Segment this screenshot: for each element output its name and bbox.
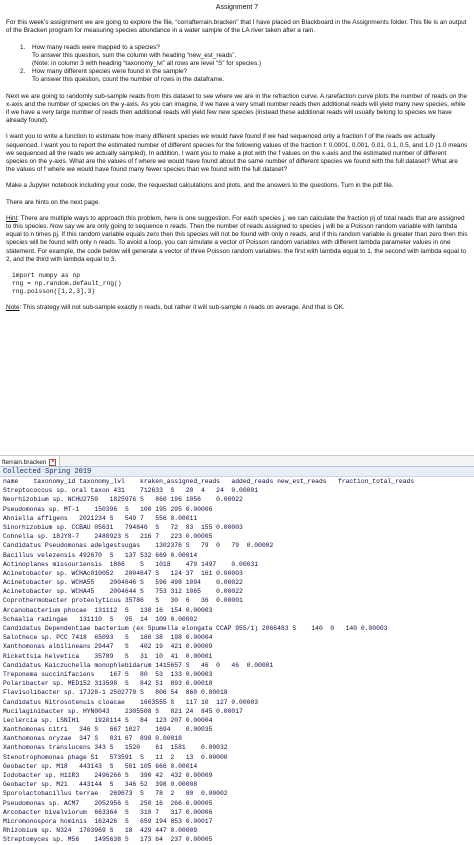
table-row: Ahniella affigens 2021234 S 549 7 556 0.00011 bbox=[3, 514, 198, 522]
table-row: Rickettsia helvetica 35789 S 31 10 41 0.00001 bbox=[3, 652, 213, 660]
table-row: Pseudomonas sp. ACM7 2052956 S 250 16 266 0.00005 bbox=[3, 799, 213, 807]
table-row: Arcanobacterium phocae 131112 S 138 16 154 0.00003 bbox=[3, 606, 213, 614]
table-row: Bacillus velezensis 492670 S 137 532 669 0.00014 bbox=[3, 551, 198, 559]
table-row: Schaalia radingae 131110 S 95 14 109 0.00002 bbox=[3, 615, 198, 623]
list-item: 1. How many reads were mapped to a species? bbox=[20, 43, 160, 51]
list-item: To answer this question, count the number of rows in the dataframe. bbox=[32, 76, 225, 84]
table-row: Sinorhizobium sp. CCBAU 05631 794846 S 72 83 155 0.00003 bbox=[3, 523, 243, 531]
table-row: Micromonospora hominis 162426 S 659 194 853 0.00017 bbox=[3, 817, 213, 825]
table-row: Acinetobacter sp. WCHAc010052 2004647 S 124 37 161 0.00003 bbox=[3, 569, 243, 577]
table-row: Sporolactobacillus terrae 269673 S 78 2 80 0.00002 bbox=[3, 790, 228, 798]
table-row: Acinetobacter sp. WCHA55 2004646 S 596 498 1094 0.00022 bbox=[3, 579, 243, 587]
file-tab-label: fterrain.bracken bbox=[2, 458, 47, 466]
function-paragraph: I want you to write a function to estimate how many different species we would have found if we had sequenced only a fraction f of the reads we actually sequenced. I want you to report the estimated number of different species for the following values of the fraction f: 0.0001, 0.001, 0.01, 0.1, 0.5, and 1.0 (1.0 means we sequenced all the reads we actually sampled). In addition, I want you to make a plot with the f values on the x-axis and the estimated number of different species on the y-axis. What are the values of f where we would have found about the same number of different species we found with the full dataset? What are the values of f where we would have found many fewer species than we found with the full dataset? bbox=[6, 133, 468, 174]
note-text: : This strategy will not sub-sample exactly n reads, but rather it will sub-sample n reads on average. And that is OK. bbox=[19, 304, 345, 312]
notebook-paragraph: Make a Jupyter notebook including your code, the requested calculations and plots, and the answers to the questions. Turn in the pdf file. bbox=[6, 182, 394, 190]
table-row: Neorhizobium sp. NCHU2750 1825976 S 860 196 1056 0.00022 bbox=[3, 496, 243, 504]
pane-header: Collected Spring 2019 bbox=[0, 467, 474, 477]
table-row: Mucilaginibacter sp. HYN0043 2305508 S 821 24 845 0.00017 bbox=[3, 707, 243, 715]
table-row: Geobacter sp. M21 443144 S 346 52 398 0.00008 bbox=[3, 781, 198, 789]
hint-label: Hint bbox=[6, 214, 18, 222]
table-header-row: name taxonomy_id taxonomy_lvl kraken_assigned_reads added_reads new_est_reads fraction_total_reads bbox=[3, 478, 415, 485]
intro-paragraph: For this week’s assignment we are going to explore the file, “corrafterrain.bracken” that I have placed on Blackboard in the Assignments folder. This file is an output of the Bracken program for measuring species abundance in a water sample of the LA river taken after a rain. bbox=[6, 19, 467, 35]
table-row: Candidatus Pseudomonas adelgestsugas 1302376 S 79 0 79 0.00002 bbox=[3, 542, 274, 550]
code-block: import numpy as np rng = np.random.default_rng() rng.poisson([1,2,3],3) bbox=[12, 272, 122, 296]
table-row: Rhizobium sp. N324 1703969 S 18 429 447 0.00009 bbox=[3, 827, 198, 835]
rarefaction-paragraph: Next we are going to randomly sub-sample reads from this dataset to see where we are in the refraction curve. A rarefaction curve plots the number of reads on the x-axis and the number of species on the y-axis. As you can imagine, if we have a very small number reads then additional reads will yield many new species, while if we have a very large number of reads then additional reads will yield few new species (instead these additional reads will usually belong to species we have already found). bbox=[6, 92, 468, 125]
table-row: Acinetobacter sp. WCHA45 2004644 S 753 312 1065 0.00022 bbox=[3, 588, 243, 596]
list-item: (Note: in column 3 with heading “taxonomy_lvl” all rows are level “S” for species.) bbox=[32, 60, 262, 68]
note-label: Note bbox=[6, 304, 20, 312]
table-row: Arcobacter bivalviorum 663364 S 310 7 317 0.00006 bbox=[3, 808, 213, 816]
table-row: Polaribacter sp. MED152 313598 S 842 51 893 0.00018 bbox=[3, 680, 213, 688]
table-row: Salothece sp. PCC 7418 65093 S 160 38 198 0.00004 bbox=[3, 634, 213, 642]
table-row: Treponema succinifaciens 167 S 80 53 133 0.00003 bbox=[3, 670, 213, 678]
hints-pointer: There are hints on the next page. bbox=[6, 198, 101, 206]
table-row: Pseudomonas sp. MT-1 150396 S 100 195 295 0.00006 bbox=[3, 505, 213, 513]
hint-paragraph bbox=[6, 215, 468, 264]
hint-text: : There are multiple ways to approach this problem, here is one suggestion. For each species j, we can calculate the fraction pj of total reads that are assigned to this species. Now say we are only going to sequence n reads. Then the number of reads assigned to species j will be a Poisson random variable with lambda equal to n times pj. If this random variable equals zero then this species will not be found with only n reads, and if this random variable is greater than zero then this species will be found with only n reads. To avoid a loop, you can simulate a vector of Poisson random variables with different lambda parameter values in one statement. For example, the code below will generate a vector of three Poisson random variables: the first with lambda equal to 1, the second with lambda equal to 2, and the third with lambda equal to 3. bbox=[6, 214, 468, 263]
table-row: Xanthomonas citri 346 S 667 1027 1694 0.00035 bbox=[3, 726, 213, 734]
table-row: Xanthomonas oryzae 347 S 831 67 898 0.00018 bbox=[3, 735, 182, 743]
list-item: 2. How many different species were found in the sample? bbox=[20, 68, 188, 76]
table-row: Xanthomonas albilineans 29447 S 402 19 421 0.00009 bbox=[3, 643, 213, 651]
table-row: Iodobacter sp. H11R3 2496266 S 390 42 432 0.00009 bbox=[3, 772, 213, 779]
table-row: Stenotrophomonas phage S1 573591 S 11 2 13 0.00000 bbox=[3, 753, 228, 761]
file-content-pane[interactable] bbox=[0, 466, 474, 844]
table-row: Candidatus Kaiczuchella monophlebidarum 1415657 S 46 0 46 0.00001 bbox=[3, 661, 274, 669]
table-row: Actinoplanes missouriensis 1866 S 1018 479 1497 0.00031 bbox=[3, 560, 259, 568]
close-icon[interactable]: ✕ bbox=[50, 458, 56, 465]
question-list bbox=[20, 44, 468, 85]
table-row: Streptococcus sp. oral taxon 431 712633 S 20 4 24 0.00001 bbox=[3, 487, 259, 495]
table-row: Xanthomonas translucens 343 S 1520 61 1581 0.00032 bbox=[3, 744, 228, 752]
table-row: Cohnella sp. 18JY8-7 2480923 S 216 7 223 0.00005 bbox=[3, 533, 213, 541]
table-row: Candidatus Nitrosotenuis cloacae 1603555 S 117 10 127 0.00003 bbox=[3, 698, 259, 706]
data-rows bbox=[0, 477, 474, 845]
table-row: Candidatus Dependentiae bacterium (ex Spumella elongata CCAP 955/1) 2066483 S 140 0 140 0.00003 bbox=[3, 625, 388, 632]
table-row: Geobacter sp. M18 443143 S 561 105 666 0.00014 bbox=[3, 762, 198, 770]
table-row: Coprothermobacter proteolyticus 35786 S 30 6 36 0.00001 bbox=[3, 597, 243, 605]
editor-tab-bar bbox=[0, 455, 474, 466]
document-title: Assignment 7 bbox=[215, 4, 259, 11]
note-paragraph bbox=[6, 304, 468, 312]
table-row: Flavisolibacter sp. 17J28-1 2502779 S 806 54 860 0.00018 bbox=[3, 689, 228, 697]
list-item: To answer this question, sum the column with heading “new_est_reads”. bbox=[32, 51, 237, 59]
table-row: Leclercia sp. LSNIH1 1920114 S 84 123 207 0.00004 bbox=[3, 716, 213, 724]
table-row: Streptomyces sp. M56 1495638 S 173 64 237 0.00005 bbox=[3, 836, 213, 844]
